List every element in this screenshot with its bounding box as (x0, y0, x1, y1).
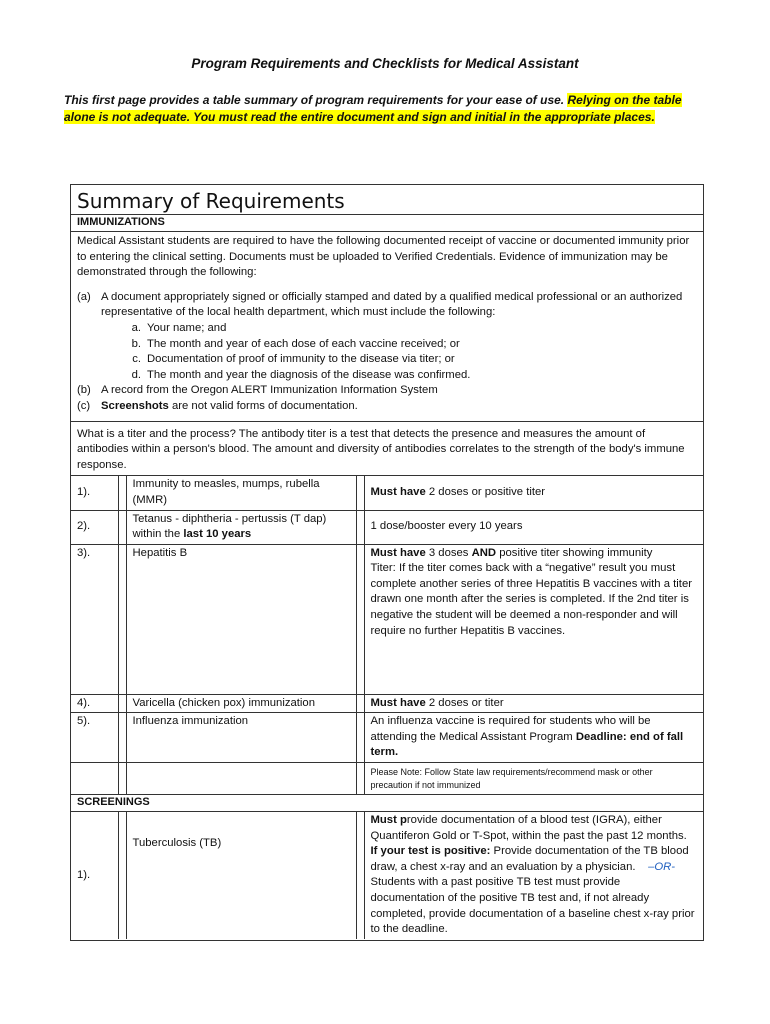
table-row (71, 763, 703, 795)
list-item: (b) A record from the Oregon ALERT Immunization Information System (77, 384, 438, 397)
list-subitem: b. The month and year of each dose of each vaccine received; or (131, 337, 460, 350)
or-label: –OR- (648, 860, 676, 873)
summary-box (70, 184, 704, 941)
summary-title: Summary of Requirements (71, 185, 703, 215)
table-row: 5). Influenza immunization An influenza vaccine is required for students who will be attending the Medical Assistant Program Deadline: end of fall term. (71, 713, 703, 763)
titer-explanation: What is a titer and the process? The antibody titer is a test that detects the presence and measures the amount of antibodies within a person's blood. The amount and diversity of antibodies correlates to the strength of the body's immune response. (77, 427, 685, 471)
list-subitem: c. Documentation of proof of immunity to the disease via titer; or (132, 353, 455, 366)
table-row: 1). Immunity to measles, mumps, rubella (MMR) Must have 2 doses or positive titer (71, 476, 703, 510)
intro-paragraph (64, 92, 704, 126)
screenings-heading: SCREENINGS (71, 795, 703, 812)
document-title: Program Requirements and Checklists for Medical Assistant (191, 56, 579, 71)
immunizations-intro: Medical Assistant students are required to have the following documented receipt of vaccine or documented immunity prior to entering the clinical setting. Documents must be uploaded to Verified Credentials. Evidence of immunization may be demonstrated through the following: (77, 235, 690, 279)
immunization-table (71, 475, 703, 795)
list-item: (a) A document appropriately signed or officially stamped and dated by a qualified medical professional or an authorized representative of the local health department, which must include the following: (77, 290, 683, 319)
table-row: 2). Tetanus - diphtheria - pertussis (T dap) within the last 10 years 1 dose/booster every 10 years (71, 510, 703, 544)
intro-plain: This first page provides a table summary of program requirements for your ease of use. (64, 93, 565, 107)
list-subitem: a. Your name; and (131, 321, 227, 334)
screening-table (71, 812, 703, 939)
note-text: Please Note: Follow State law requirements/recommend mask or other precaution if not immunized (364, 763, 703, 795)
list-item: (c) Screenshots are not valid forms of documentation. (77, 399, 358, 412)
intro-highlighted: Relying on the table alone is not adequate. You must read the entire document and sign and initial in the appropriate places. (64, 93, 682, 124)
table-row: 4). Varicella (chicken pox) immunization Must have 2 doses or titer (71, 694, 703, 713)
evidence-list (71, 290, 703, 421)
table-row: 1). Tuberculosis (TB) Must provide documentation of a blood test (IGRA), either Quantiferon Gold or T-Spot, within the past the past 12 months. If your test is positive: Provide documentation of the TB blood draw, a chest x-ray and an evaluation by a physician. –OR- Students with a past positive TB test must provide documentation of the positive TB test and, if not already completed, provide documentation of a baseline chest x-ray prior to the deadline. (71, 812, 703, 939)
immunization-evidence-block (71, 232, 703, 422)
immunizations-heading: IMMUNIZATIONS (71, 215, 703, 232)
list-subitem: d. The month and year the diagnosis of the disease was confirmed. (131, 368, 471, 381)
table-row: 3). Hepatitis B Must have 3 doses AND positive titer showing immunity Titer: If the titer comes back with a “negative” result you must complete another series of three Hepatitis B vaccines with a titer drawn one month after the series is completed. If the 2nd titer is negative the student will be deemed a non-responder and will require no further Hepatitis B vaccines. (71, 544, 703, 694)
